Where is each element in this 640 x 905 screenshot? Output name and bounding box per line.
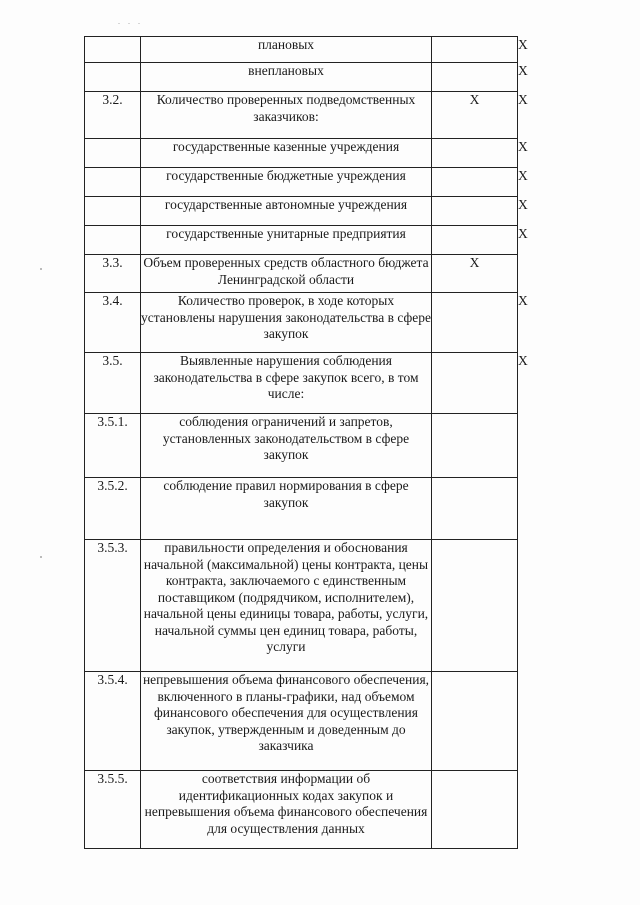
row-indicator-name: Количество проверок, в ходе которых установлены нарушения законодательства в сфере закупок <box>141 293 432 353</box>
row-number <box>85 226 141 255</box>
row-number: 3.2. <box>85 92 141 139</box>
row-indicator-name: внеплановых <box>141 63 432 92</box>
row-indicator-name: плановых <box>141 37 432 63</box>
row-indicator-name: соответствия информации об идентификационных кодах закупок и непревышения объема финансового обеспечения для осуществления данных <box>141 771 432 849</box>
margin-mark <box>40 268 42 270</box>
table-row <box>85 478 608 540</box>
row-number: 3.5.4. <box>85 672 141 771</box>
row-number <box>85 197 141 226</box>
row-col3-mark <box>432 540 518 672</box>
row-col3-mark <box>432 168 518 197</box>
row-indicator-name: Объем проверенных средств областного бюджета Ленинградской области <box>141 255 432 293</box>
row-indicator-name: непревышения объема финансового обеспечения, включенного в планы-графики, над объемом финансового обеспечения для осуществления закупок, утвержденным и доведенным до заказчика <box>141 672 432 771</box>
table-row <box>85 771 608 849</box>
table-row: 3.2. Количество проверенных подведомственных заказчиков: Х Х <box>85 92 608 139</box>
row-col3-mark: Х <box>432 92 518 139</box>
row-number <box>85 63 141 92</box>
row-number: 3.5.2. <box>85 478 141 540</box>
row-col3-mark <box>432 37 518 63</box>
row-indicator-name: государственные бюджетные учреждения <box>141 168 432 197</box>
row-number: 3.5.5. <box>85 771 141 849</box>
row-number: 3.5. <box>85 353 141 414</box>
table-row: государственные унитарные предприятия Х <box>85 226 608 255</box>
scan-artifact: . . . <box>118 17 143 26</box>
row-indicator-name: правильности определения и обоснования начальной (максимальной) цены контракта, цены контракта, заключаемого с единственным поставщиком (подрядчиком, исполнителем), начальной цены единицы товара, работы, услуги, начальной суммы цен единиц товара, работы, услуги <box>141 540 432 672</box>
row-number: 3.5.1. <box>85 414 141 478</box>
table-row: плановых Х <box>85 37 608 63</box>
table-row: 3.4. Количество проверок, в ходе которых установлены нарушения законодательства в сфере закупок Х <box>85 293 608 353</box>
row-col3-mark <box>432 414 518 478</box>
row-col3-mark <box>432 63 518 92</box>
table-row: внеплановых Х <box>85 63 608 92</box>
table-row <box>85 414 608 478</box>
row-col3-mark <box>432 139 518 168</box>
row-col3-mark <box>432 353 518 414</box>
row-number: 3.3. <box>85 255 141 293</box>
row-indicator-name: государственные автономные учреждения <box>141 197 432 226</box>
row-number <box>85 168 141 197</box>
row-col3-mark <box>432 197 518 226</box>
row-indicator-name: Выявленные нарушения соблюдения законодательства в сфере закупок всего, в том числе: <box>141 353 432 414</box>
row-number: 3.5.3. <box>85 540 141 672</box>
row-col3-mark <box>432 672 518 771</box>
table-row: государственные бюджетные учреждения Х <box>85 168 608 197</box>
row-indicator-name: соблюдение правил нормирования в сфере закупок <box>141 478 432 540</box>
margin-mark <box>40 556 42 558</box>
table-row: государственные автономные учреждения Х <box>85 197 608 226</box>
row-number <box>85 139 141 168</box>
inspection-report-table <box>84 36 608 849</box>
table-row: 3.5. Выявленные нарушения соблюдения законодательства в сфере закупок всего, в том числе: Х <box>85 353 608 414</box>
row-col3-mark: Х <box>432 255 518 293</box>
row-indicator-name: соблюдения ограничений и запретов, установленных законодательством в сфере закупок <box>141 414 432 478</box>
row-indicator-name: государственные казенные учреждения <box>141 139 432 168</box>
row-number <box>85 37 141 63</box>
row-col3-mark <box>432 293 518 353</box>
row-col3-mark <box>432 771 518 849</box>
row-indicator-name: государственные унитарные предприятия <box>141 226 432 255</box>
table-row <box>85 255 608 293</box>
table-row: государственные казенные учреждения Х <box>85 139 608 168</box>
table-row <box>85 540 608 672</box>
row-indicator-name: Количество проверенных подведомственных заказчиков: <box>141 92 432 139</box>
table-row <box>85 672 608 771</box>
row-number: 3.4. <box>85 293 141 353</box>
row-col3-mark <box>432 226 518 255</box>
row-col3-mark <box>432 478 518 540</box>
